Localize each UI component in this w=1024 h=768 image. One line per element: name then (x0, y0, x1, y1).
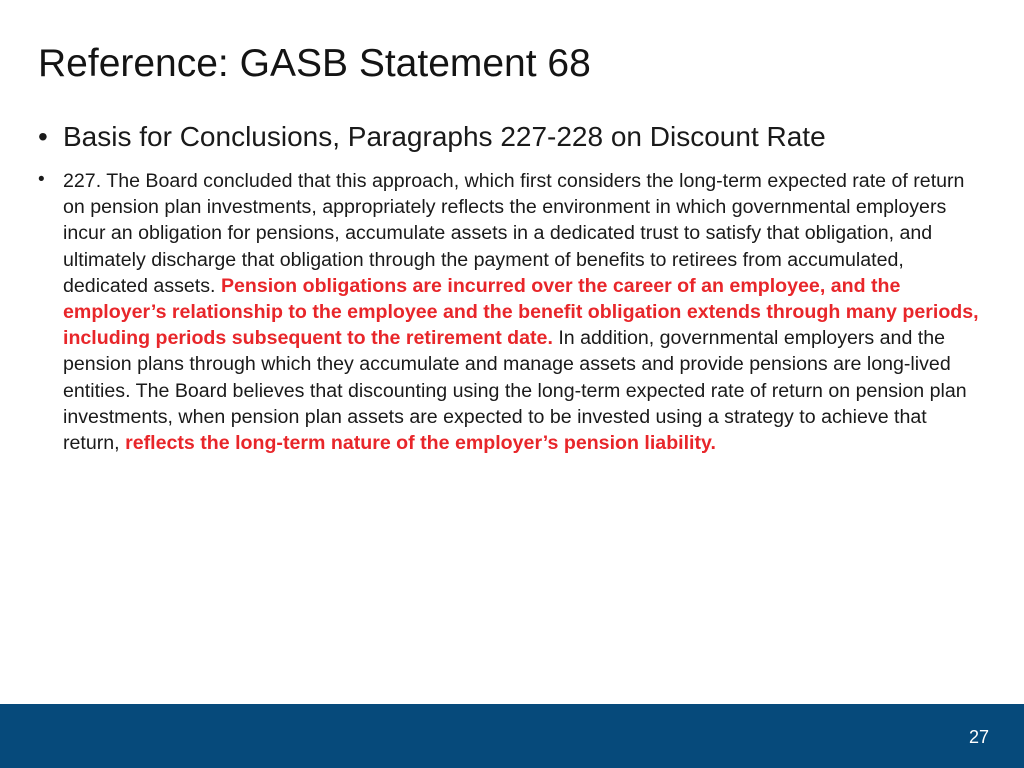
bullet-basis-for-conclusions (38, 116, 982, 158)
bullet-dot-icon: • (38, 169, 45, 190)
paragraph-text: 227. The Board concluded that this approach, which first considers the long-term expected rate of return on pension plan investments, appropriately reflects the environment in which governmental employers incur an obligation for pensions, accumulate assets in a dedicated trust to satisfy that obligation, and ultimately discharge that obligation through the payment of benefits to retirees from accumulated, dedicated assets. (63, 170, 965, 297)
paragraph-text: In addition, governmental employers and the pension plans through which they accumulate and manage assets and provide pensions are long-lived entities. The Board believes that discounting using the long-term expected rate of return on pension plan investments, when pension plan assets are expected to be invested using a strategy to achieve that return, (63, 327, 967, 455)
slide-number: 27 (968, 727, 989, 747)
bullet-list (38, 116, 982, 456)
highlighted-text: reflects the long-term nature of the employer’s pension liability. (125, 432, 716, 455)
bullet-dot-icon: • (38, 121, 48, 152)
bullet-paragraph-227 (38, 168, 982, 456)
bullet-text: Basis for Conclusions, Paragraphs 227-228 on Discount Rate (63, 121, 826, 152)
slide-title: Reference: GASB Statement 68 (38, 42, 591, 85)
footer-bar (0, 704, 1024, 768)
highlighted-text: Pension obligations are incurred over the career of an employee, and the employer’s relationship to the employee and the benefit obligation extends through many periods, including periods subsequent to the retirement date. (63, 274, 979, 350)
